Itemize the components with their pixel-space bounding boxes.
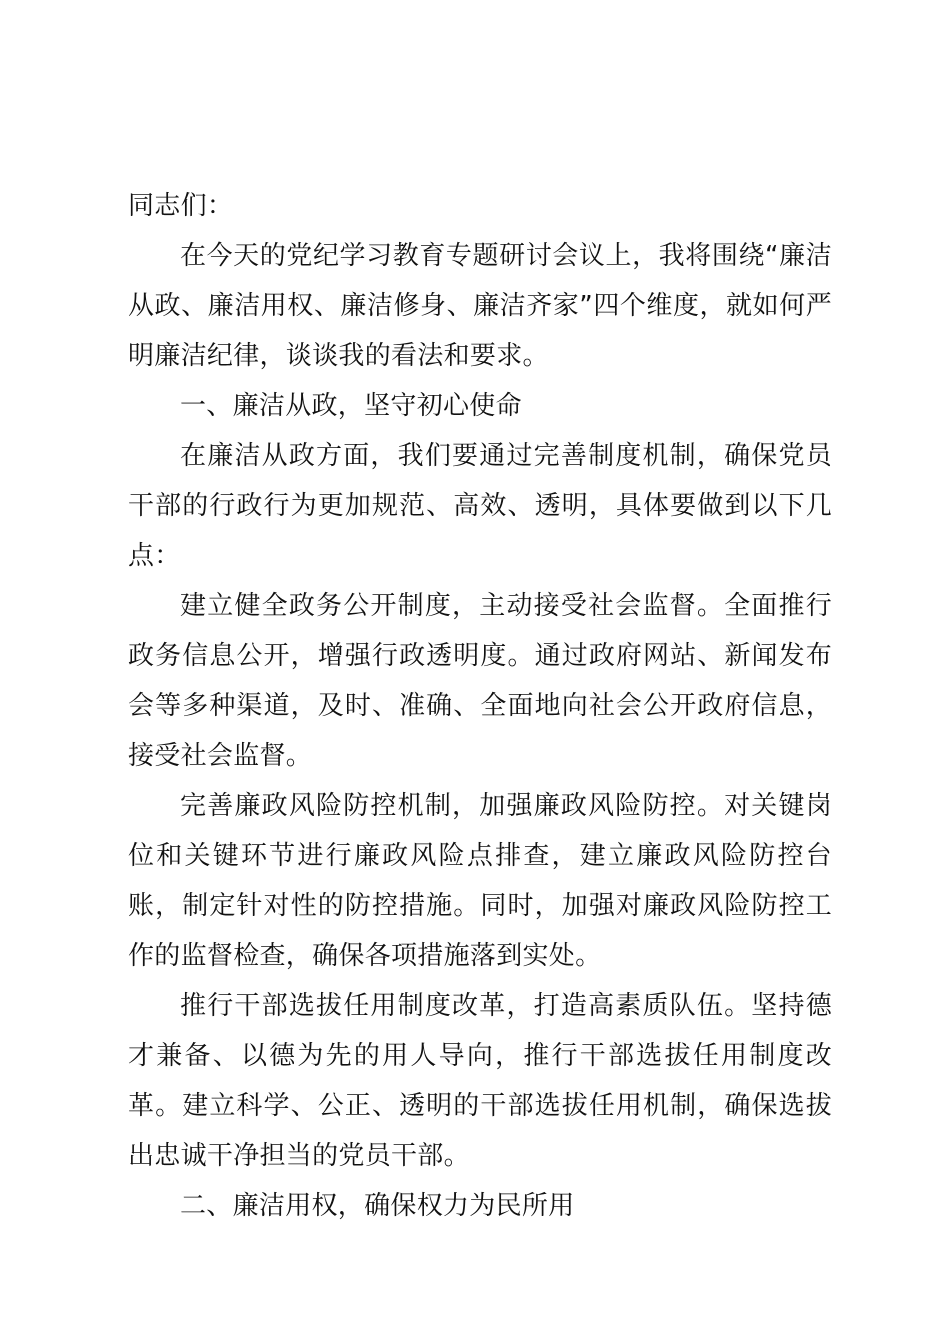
body-paragraph: 在廉洁从政方面，我们要通过完善制度机制，确保党员干部的行政行为更加规范、高效、透明，具体要做到以下几点： <box>128 441 832 571</box>
body-paragraph: 推行干部选拔任用制度改革，打造高素质队伍。坚持德才兼备、以德为先的用人导向，推行干部选拔任用制度改革。建立科学、公正、透明的干部选拔任用机制，确保选拔出忠诚干净担当的党员干部。 <box>128 991 832 1171</box>
body-paragraph: 建立健全政务公开制度，主动接受社会监督。全面推行政务信息公开，增强行政透明度。通过政府网站、新闻发布会等多种渠道，及时、准确、全面地向社会公开政府信息，接受社会监督。 <box>128 591 832 771</box>
salutation: 同志们： <box>128 191 234 221</box>
body-paragraph: 完善廉政风险防控机制，加强廉政风险防控。对关键岗位和关键环节进行廉政风险点排查，建立廉政风险防控台账，制定针对性的防控措施。同时，加强对廉政风险防控工作的监督检查，确保各项措施落到实处。 <box>128 791 832 971</box>
intro-paragraph: 在今天的党纪学习教育专题研讨会议上，我将围绕“廉洁从政、廉洁用权、廉洁修身、廉洁齐家”四个维度，就如何严明廉洁纪律，谈谈我的看法和要求。 <box>128 241 832 371</box>
section-heading-1: 一、廉洁从政，坚守初心使命 <box>180 391 522 421</box>
document-body <box>128 181 832 1231</box>
section-heading-2: 二、廉洁用权，确保权力为民所用 <box>180 1191 575 1221</box>
